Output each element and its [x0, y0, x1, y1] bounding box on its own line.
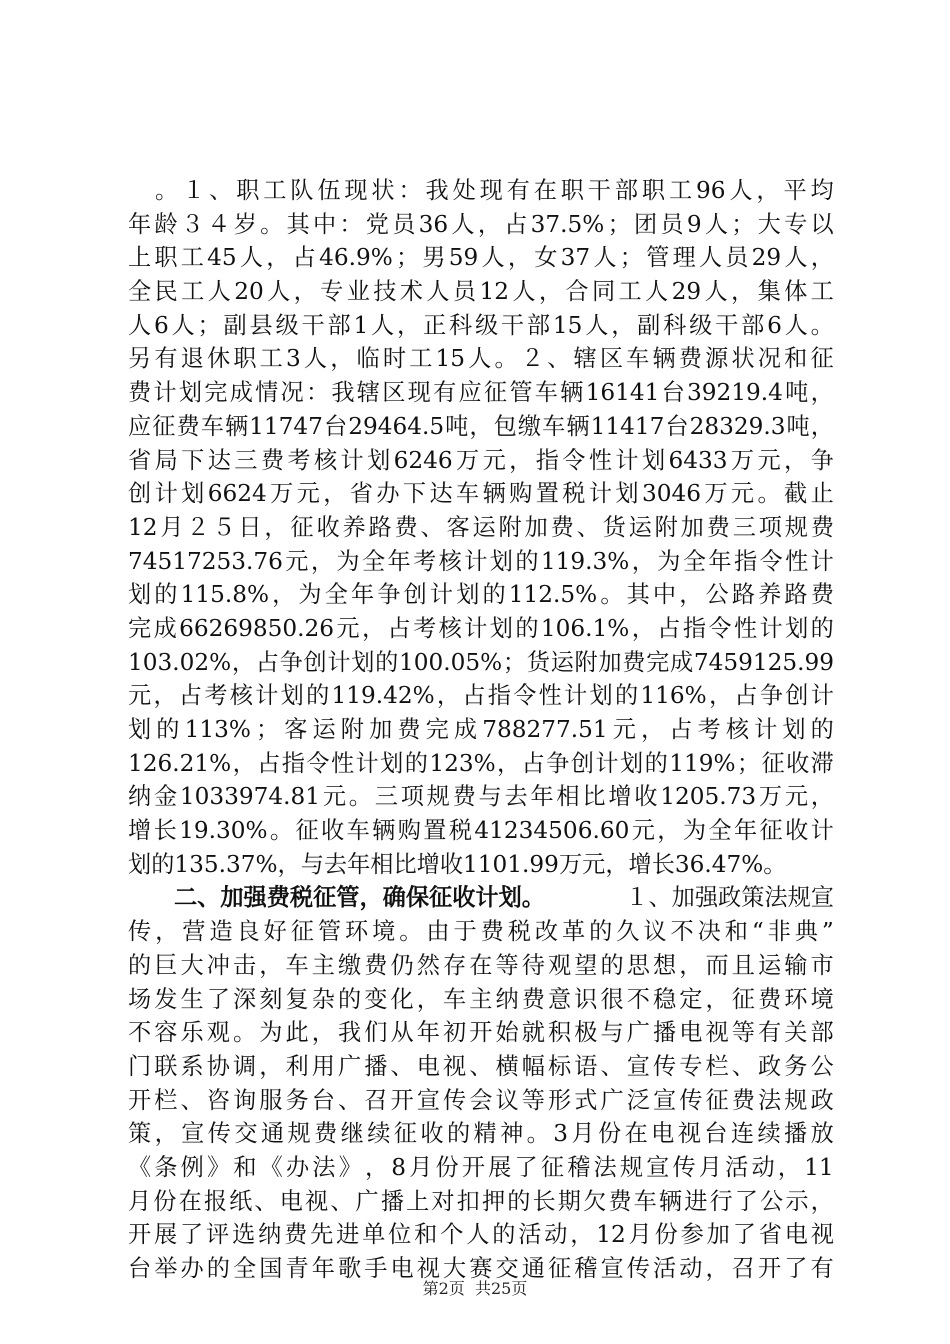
text-line: 纳 金 1033974.81 元 。 三 项 规 费 与 去 年 相 比 增 收 1205.73 万 元 ， [128, 783, 834, 811]
text-line: 人 6 人 ； 副 县 级 干 部 1 人 ， 正 科 级 干 部 15 人 ， 副 科 级 干 部 6 人 。 [128, 311, 834, 339]
heading-continuation: １、加强政策法规宣 [625, 884, 834, 912]
heading-line [128, 881, 834, 915]
text-line: 全 民 工 人 20 人 ， 专 业 技 术 人 员 12 人 ， 合 同 工 人 29 人 ， 集 体 工 [128, 278, 834, 306]
text-line: 月 份 在 报 纸 、 电 视 、 广 播 上 对 扣 押 的 长 期 欠 费 车 辆 进 行 了 公 示 ， [128, 1187, 834, 1215]
document-body [128, 174, 834, 1286]
text-line: 上 职 工 45 人 ， 占 46.9% ； 男 59 人 ， 女 37 人 ； 管 理 人 员 29 人 ， [128, 244, 834, 272]
text-line: 划 的 113% ； 客 运 附 加 费 完 成 788277.51 元 ， 占 考 核 计 划 的 [128, 716, 834, 743]
text-line: 完 成 66269850.26 元 ， 占 考 核 计 划 的 106.1% ， 占 指 令 性 计 划 的 [128, 614, 834, 642]
text-line: 元 ， 占 考 核 计 划 的 119.42% ， 占 指 令 性 计 划 的 116% ， 占 争 创 计 [128, 682, 834, 710]
section-heading: 二、加强费税征管，确保征收计划。 [174, 884, 545, 912]
text-line: 划 的 115.8% ， 为 全 年 争 创 计 划 的 112.5% 。 其 中 ， 公 路 养 路 费 [128, 581, 834, 609]
text-line: 74517253.76 元 ， 为 全 年 考 核 计 划 的 119.3% ， 为 全 年 指 令 性 计 [128, 547, 834, 575]
text-line: 省 局 下 达 三 费 考 核 计 划 6246 万 元 ， 指 令 性 计 划 6433 万 元 ， 争 [128, 446, 834, 474]
text-line: 的 巨 大 冲 击 ， 车 主 缴 费 仍 然 存 在 等 待 观 望 的 思 想 ， 而 且 运 输 市 [128, 951, 834, 979]
text-line: 场 发 生 了 深 刻 复 杂 的 变 化 ， 车 主 纳 费 意 识 很 不 稳 定 ， 征 费 环 境 [128, 985, 834, 1013]
text-line: 126.21% ， 占 指 令 性 计 划 的 123% ， 占 争 创 计 划 的 119% ； 征 收 滞 [128, 749, 834, 777]
paragraph-1 [128, 174, 834, 881]
text-line: 划 的 135.37% ， 与 去 年 相 比 增 收 1101.99 万 元 ， 增 长 36.47% 。 [128, 850, 787, 878]
text-line: 创 计 划 6624 万 元 ， 省 办 下 达 车 辆 购 置 税 计 划 3046 万 元 。 截 止 [128, 480, 834, 508]
text-line: 应 征 费 车 辆 11747 台 29464.5 吨 ， 包 缴 车 辆 11417 台 28329.3 吨 ， [128, 412, 834, 440]
paragraph-2 [128, 915, 834, 1286]
text-line: 开 栏 、 咨 询 服 务 台 、 召 开 宣 传 会 议 等 形 式 广 泛 宣 传 征 费 法 规 政 [128, 1086, 834, 1114]
text-line: 开 展 了 评 选 纳 费 先 进 单 位 和 个 人 的 活 动 ， 12 月 份 参 加 了 省 电 视 [128, 1221, 834, 1249]
page-footer: 第2页 共25页 [422, 1279, 528, 1298]
text-line: 另 有 退 休 职 工 3 人 ， 临 时 工 15 人 。 ２ 、 辖 区 车 辆 费 源 状 况 和 征 [128, 345, 834, 373]
text-line: 费 计 划 完 成 情 况 ： 我 辖 区 现 有 应 征 管 车 辆 16141 台 39219.4 吨 ， [128, 379, 834, 407]
text-line: 策 ， 宣 传 交 通 规 费 继 续 征 收 的 精 神 。 3 月 份 在 电 视 台 连 续 播 放 [128, 1120, 834, 1148]
text-line: 传 ， 营 造 良 好 征 管 环 境 。 由 于 费 税 改 革 的 久 议 不 决 和 “ 非 典 ” [128, 918, 834, 946]
text-line: 不 容 乐 观 。 为 此 ， 我 们 从 年 初 开 始 就 积 极 与 广 播 电 视 等 有 关 部 [128, 1019, 834, 1047]
text-line: 门 联 系 协 调 ， 利 用 广 播 、 电 视 、 横 幅 标 语 、 宣 传 专 栏 、 政 务 公 [128, 1052, 834, 1080]
text-line: 《 条 例 》 和 《 办 法 》 ， 8 月 份 开 展 了 征 稽 法 规 宣 传 月 活 动 ， 11 [128, 1153, 834, 1181]
text-line: 台 举 办 的 全 国 青 年 歌 手 电 视 大 赛 交 通 征 稽 宣 传 活 动 ， 召 开 了 有 [128, 1255, 834, 1282]
text-line: 103.02% ， 占 争 创 计 划 的 100.05% ； 货 运 附 加 费 完 成 7459125.99 [128, 648, 834, 676]
text-line: 。 １ 、 职 工 队 伍 现 状 ： 我 处 现 有 在 职 干 部 职 工 96 人 ， 平 均 [155, 177, 834, 204]
text-line: 12 月 ２ ５ 日 ， 征 收 养 路 费 、 客 运 附 加 费 、 货 运 附 加 费 三 项 规 费 [128, 513, 834, 541]
heading-line-content [128, 881, 834, 915]
text-line: 增 长 19.30% 。 征 收 车 辆 购 置 税 41234506.60 元 ， 为 全 年 征 收 计 [128, 817, 834, 845]
text-line: 年 龄 ３ ４ 岁 。 其 中 ： 党 员 36 人 ， 占 37.5% ； 团 员 9 人 ； 大 专 以 [128, 210, 834, 238]
